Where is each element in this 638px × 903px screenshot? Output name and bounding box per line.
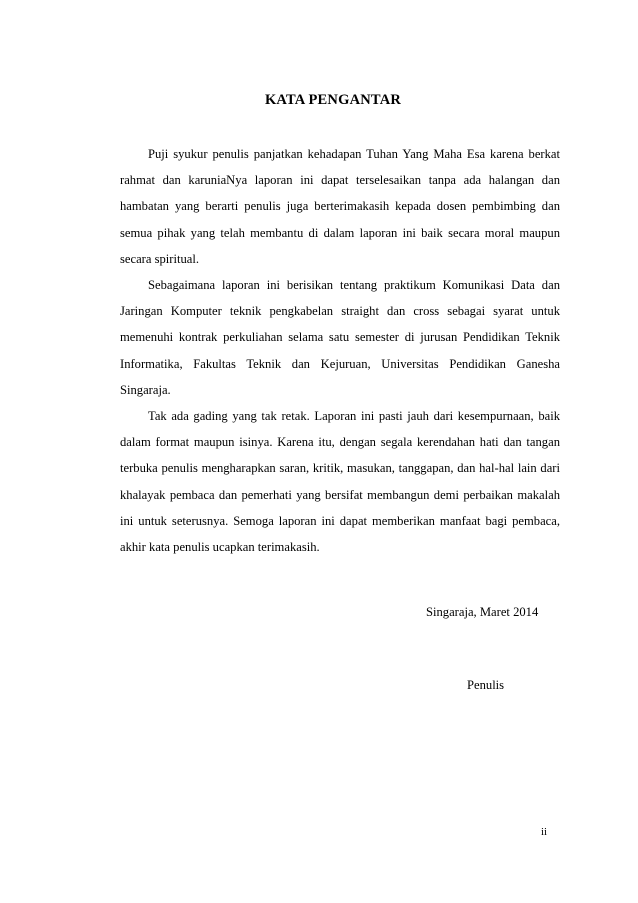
- signature-label: Penulis: [467, 678, 505, 692]
- place-date: Singaraja, Maret 2014: [426, 605, 539, 619]
- page-title: KATA PENGANTAR: [264, 92, 402, 108]
- paragraph-3: Tak ada gading yang tak retak. Laporan ini pasti jauh dari kesempurnaan, baik dalam format maupun isinya. Karena itu, dengan segala kerendahan hati dan tangan terbuka penulis mengharapkan saran, kritik, masukan, tanggapan, dan hal-hal lain dari khalayak pembaca dan pemerhati yang bersifat membangun demi perbaikan makalah ini untuk seterusnya. Semoga laporan ini dapat memberikan manfaat bagi pembaca, akhir kata penulis ucapkan terimakasih.: [120, 409, 560, 555]
- body-text: [120, 141, 560, 560]
- page-number: ii: [541, 826, 548, 838]
- paragraph-1: Puji syukur penulis panjatkan kehadapan Tuhan Yang Maha Esa karena berkat rahmat dan karuniaNya laporan ini dapat terselesaikan tanpa ada halangan dan hambatan yang berarti penulis juga berterimakasih kepada dosen pembimbing dan semua pihak yang telah membantu di dalam laporan ini baik secara moral maupun secara spiritual.: [120, 147, 560, 266]
- paragraph-2: Sebagaimana laporan ini berisikan tentang praktikum Komunikasi Data dan Jaringan Komputer teknik pengkabelan straight dan cross sebagai syarat untuk memenuhi kontrak perkuliahan selama satu semester di jurusan Pendidikan Teknik Informatika, Fakultas Teknik dan Kejuruan, Universitas Pendidikan Ganesha Singaraja.: [120, 278, 560, 397]
